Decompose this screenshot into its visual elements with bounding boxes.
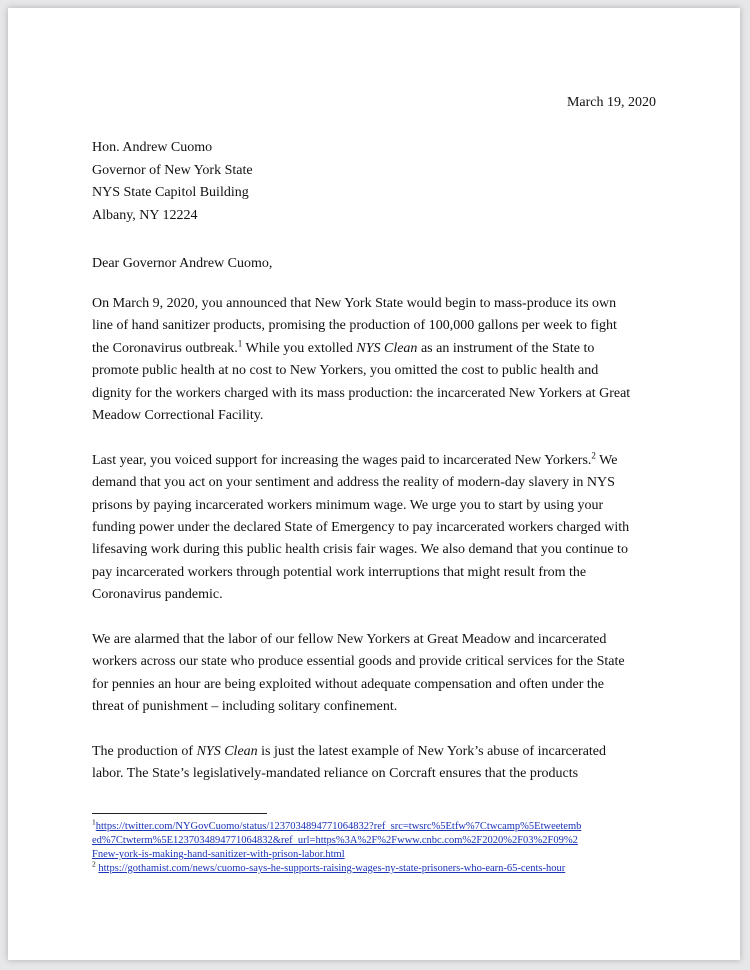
text-line: lifesaving work during this public health crisis fair wages. We also demand that you continue to bbox=[92, 542, 628, 558]
emphasis-nys-clean: NYS Clean bbox=[196, 744, 258, 760]
text-line: funding power under the declared State of Emergency to pay incarcerated workers charged with bbox=[92, 520, 630, 536]
paragraph-1 bbox=[92, 293, 662, 427]
document-page bbox=[8, 8, 740, 960]
paragraph-2 bbox=[92, 450, 662, 607]
text-line bbox=[92, 338, 662, 360]
recipient-city: Albany, NY 12224 bbox=[92, 207, 198, 223]
text-run: the Coronavirus outbreak. bbox=[92, 340, 238, 356]
text-run: as an instrument of the State to bbox=[417, 340, 595, 356]
footnote-1-cont bbox=[92, 834, 672, 848]
text-line: workers across our state who produce essential goods and provide critical services for the State bbox=[92, 654, 625, 670]
footnote-divider bbox=[92, 813, 267, 814]
recipient-title: Governor of New York State bbox=[92, 162, 253, 178]
text-line: line of hand sanitizer products, promising the production of 100,000 gallons per week to fight bbox=[92, 318, 617, 334]
footnote-1 bbox=[92, 817, 672, 834]
footnote-2 bbox=[92, 859, 672, 876]
paragraph-3 bbox=[92, 629, 662, 719]
emphasis-nys-clean: NYS Clean bbox=[356, 340, 418, 356]
footnote-ref-1[interactable]: 1 bbox=[237, 338, 243, 349]
paragraph-4 bbox=[92, 741, 662, 786]
text-line: We are alarmed that the labor of our fellow New Yorkers at Great Meadow and incarcerated bbox=[92, 632, 607, 648]
recipient-address bbox=[92, 137, 253, 227]
text-line: promote public health at no cost to New Yorkers, you omitted the cost to public health and bbox=[92, 363, 599, 379]
text-line: demand that you act on your sentiment and address the reality of modern-day slavery in NYS bbox=[92, 475, 615, 491]
text-run: While you extolled bbox=[242, 340, 357, 356]
text-run: The production of bbox=[92, 744, 197, 760]
text-line: Meadow Correctional Facility. bbox=[92, 408, 264, 424]
text-line bbox=[92, 741, 662, 763]
text-run: We bbox=[595, 452, 618, 468]
text-run: is just the latest example of New York’s abuse of incarcerated bbox=[257, 744, 607, 760]
footnote-1-cont bbox=[92, 848, 672, 862]
salutation: Dear Governor Andrew Cuomo, bbox=[92, 256, 273, 271]
text-line: for pennies an hour are being exploited without adequate compensation and often under the bbox=[92, 676, 604, 692]
footnote-number-1: 1 bbox=[92, 817, 96, 827]
footnotes bbox=[92, 817, 672, 876]
text-line bbox=[92, 450, 662, 472]
text-line: dignity for the workers charged with its mass production: the incarcerated New Yorkers at Great bbox=[92, 385, 631, 401]
footnote-link-1-cont[interactable]: ed%7Ctwterm%5E1237034894771064832&ref_url=https%3A%2F%2Fwww.cnbc.com%2F2020%2F03%2F09%2 bbox=[92, 835, 578, 846]
recipient-name: Hon. Andrew Cuomo bbox=[92, 140, 213, 155]
text-line: threat of punishment – including solitary confinement. bbox=[92, 699, 398, 715]
footnote-ref-2[interactable]: 2 bbox=[591, 450, 596, 461]
recipient-building: NYS State Capitol Building bbox=[92, 185, 249, 200]
text-line: pay incarcerated workers through potential work interruptions that might result from the bbox=[92, 564, 587, 580]
footnote-number-2: 2 bbox=[92, 859, 96, 869]
text-line: labor. The State’s legislatively-mandated reliance on Corcraft ensures that the products bbox=[92, 766, 579, 782]
footnote-link-1[interactable]: https://twitter.com/NYGovCuomo/status/1237034894771064832?ref_src=twsrc%5Etfw%7Ctwcamp%5Etweetemb bbox=[95, 821, 582, 832]
text-line: On March 9, 2020, you announced that New York State would begin to mass-produce its own bbox=[92, 296, 617, 311]
text-line: Coronavirus pandemic. bbox=[92, 587, 223, 603]
footnote-link-1-cont[interactable]: Fnew-york-is-making-hand-sanitizer-with-prison-labor.html bbox=[92, 849, 345, 860]
letter-date: March 19, 2020 bbox=[566, 95, 656, 110]
letter-body bbox=[92, 293, 662, 786]
footnote-link-2[interactable]: https://gothamist.com/news/cuomo-says-he-supports-raising-wages-ny-state-prisoners-who-earn-65-cents-hour bbox=[98, 863, 566, 874]
text-run: Last year, you voiced support for increasing the wages paid to incarcerated New Yorkers. bbox=[92, 452, 592, 468]
text-line: prisons by paying incarcerated workers minimum wage. We urge you to start by using your bbox=[92, 497, 604, 513]
